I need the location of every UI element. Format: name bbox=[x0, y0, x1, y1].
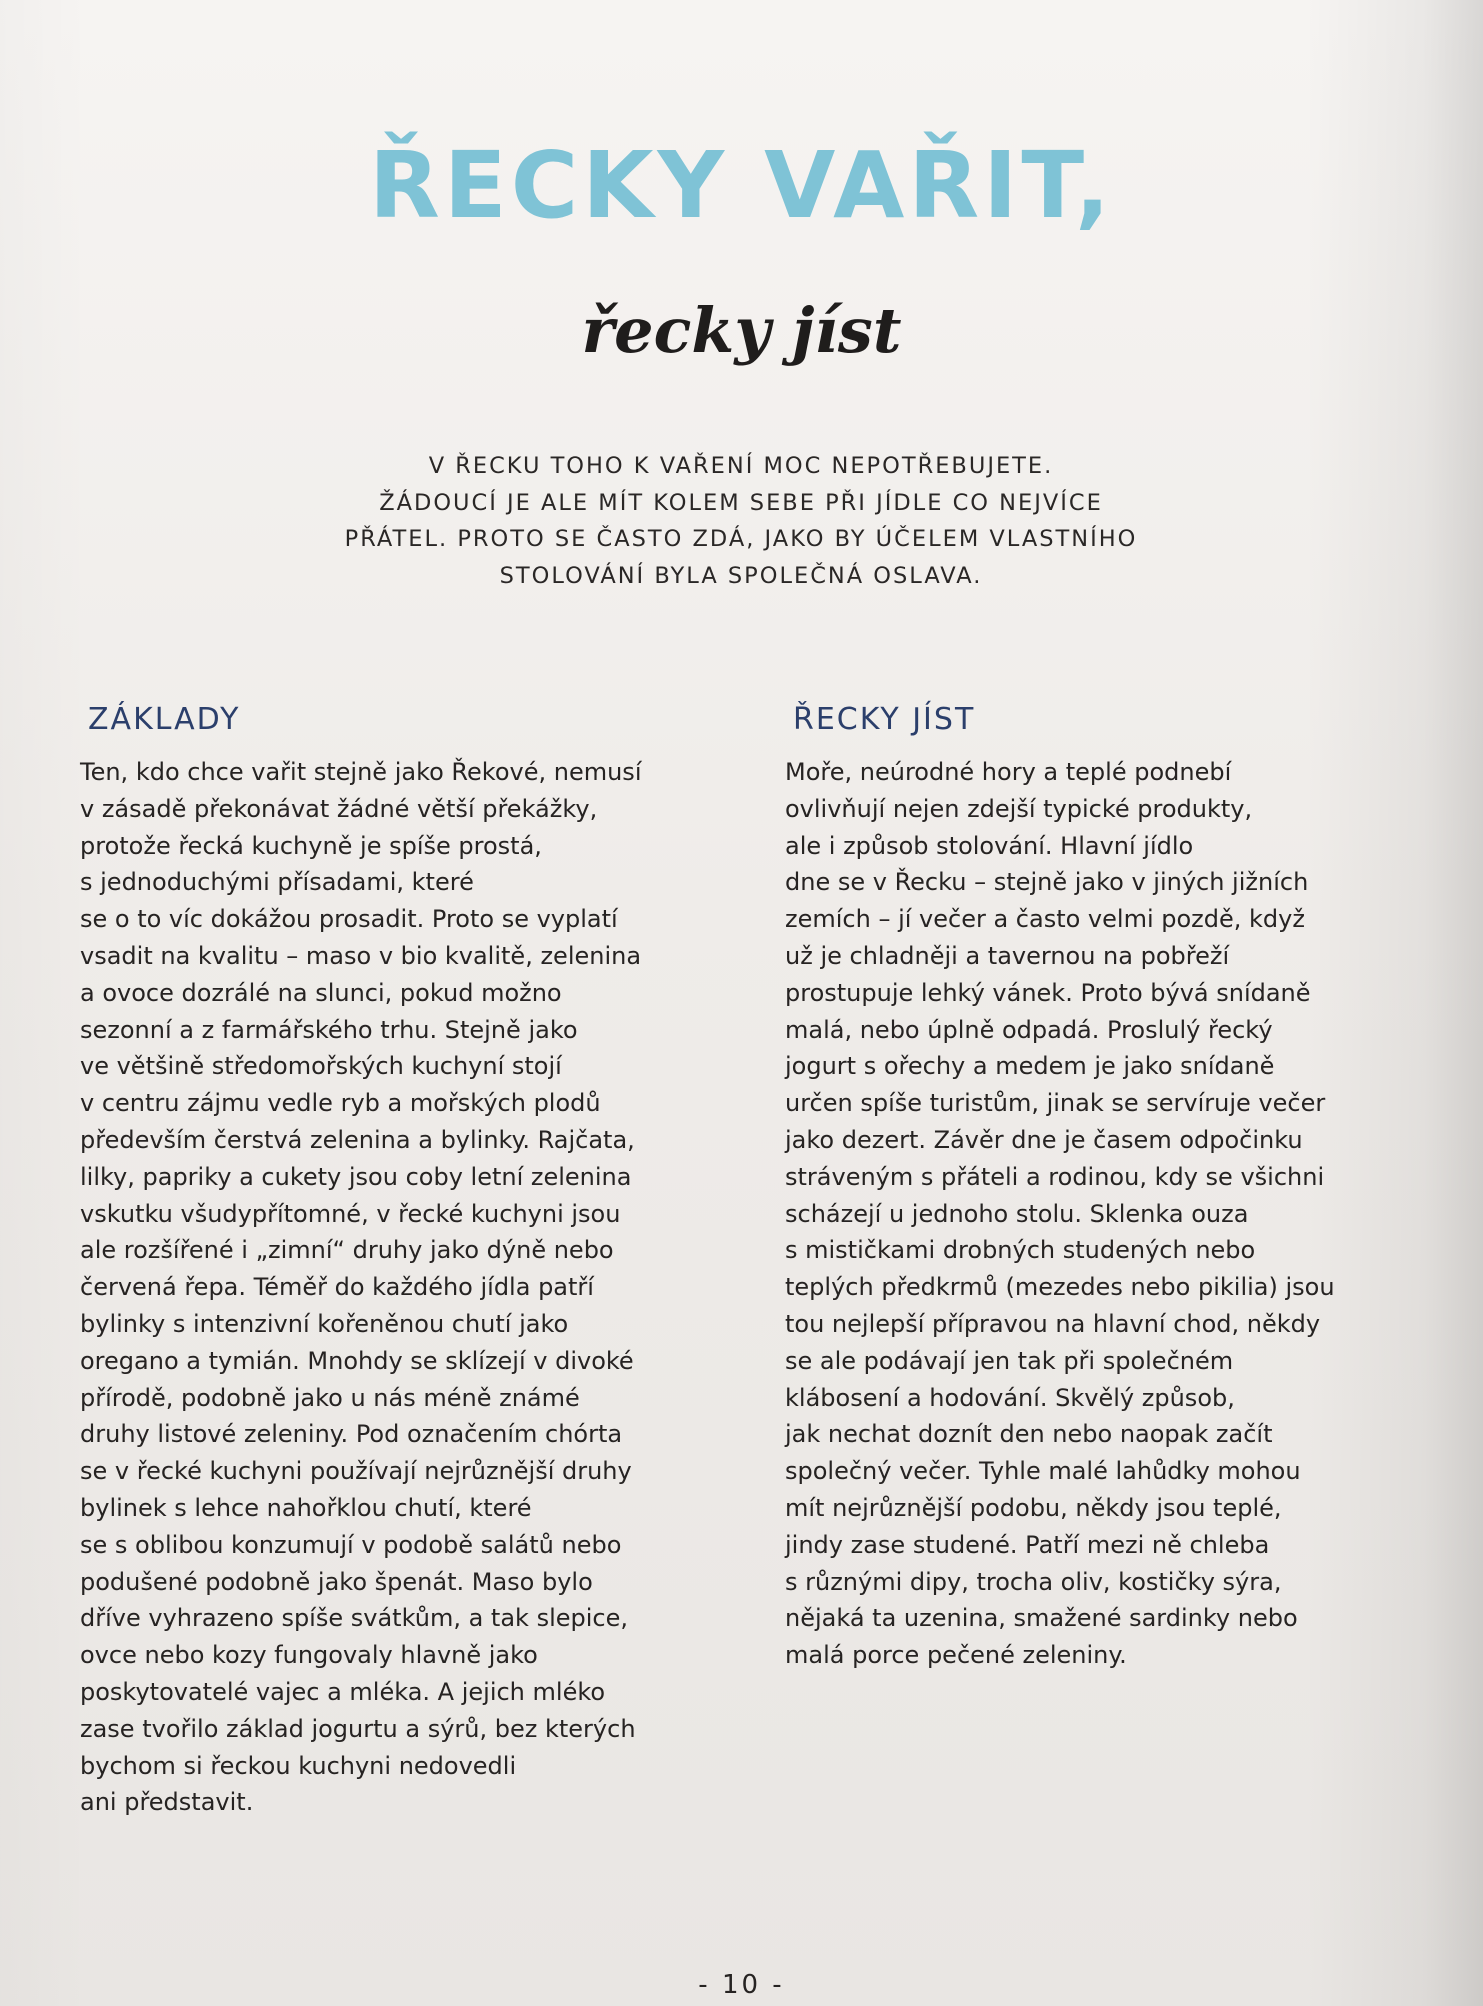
text-line: se ale podávají jen tak při společném bbox=[785, 1346, 1234, 1375]
intro-line: V ŘECKU TOHO K VAŘENÍ MOC NEPOTŘEBUJETE. bbox=[428, 453, 1054, 479]
text-line: mít nejrůznější podobu, někdy jsou teplé, bbox=[785, 1493, 1282, 1522]
text-line: s mističkami drobných studených nebo bbox=[785, 1236, 1256, 1265]
text-line: v zásadě překonávat žádné větší překážky, bbox=[80, 794, 598, 823]
left-column bbox=[80, 700, 720, 1821]
text-line: teplých předkrmů (mezedes nebo pikilia) jsou bbox=[785, 1273, 1335, 1302]
text-line: zase tvořilo základ jogurtu a sýrů, bez kterých bbox=[80, 1714, 636, 1743]
text-line: nějaká ta uzenina, smažené sardinky nebo bbox=[785, 1604, 1298, 1633]
text-line: poskytovatelé vajec a mléka. A jejich mléko bbox=[80, 1677, 606, 1706]
text-line: červená řepa. Téměř do každého jídla patří bbox=[80, 1273, 594, 1302]
text-line: Ten, kdo chce vařit stejně jako Řekové, nemusí bbox=[80, 758, 642, 786]
text-line: a ovoce dozrálé na slunci, pokud možno bbox=[80, 978, 562, 1007]
text-line: bylinek s lehce nahořklou chutí, které bbox=[80, 1493, 532, 1522]
page-subtitle: řecky jíst bbox=[581, 294, 902, 367]
intro-line: PŘÁTEL. PROTO SE ČASTO ZDÁ, JAKO BY ÚČELEM VLASTNÍHO bbox=[344, 526, 1138, 552]
section-heading-zaklady: ZÁKLADY bbox=[88, 702, 241, 737]
text-line: s jednoduchými přísadami, které bbox=[80, 868, 474, 897]
text-line: tou nejlepší přípravou na hlavní chod, někdy bbox=[785, 1309, 1321, 1338]
intro-line: ŽÁDOUCÍ JE ALE MÍT KOLEM SEBE PŘI JÍDLE CO NEJVÍCE bbox=[379, 489, 1103, 516]
text-line: ovlivňují nejen zdejší typické produkty, bbox=[785, 794, 1253, 823]
text-line: především čerstvá zelenina a bylinky. Rajčata, bbox=[80, 1125, 635, 1154]
right-column bbox=[785, 700, 1425, 1674]
text-line: druhy listové zeleniny. Pod označením chórta bbox=[80, 1420, 623, 1449]
text-line: dne se v Řecku – stejně jako v jiných jižních bbox=[785, 868, 1309, 897]
text-line: se s oblibou konzumují v podobě salátů nebo bbox=[80, 1530, 622, 1559]
text-line: jindy zase studené. Patří mezi ně chleba bbox=[785, 1530, 1270, 1559]
text-line: ani představit. bbox=[80, 1788, 254, 1817]
text-line: lilky, papriky a cukety jsou coby letní zelenina bbox=[80, 1162, 632, 1191]
text-line: bychom si řeckou kuchyni nedovedli bbox=[80, 1751, 517, 1780]
page-title: ŘECKY VAŘIT, bbox=[369, 132, 1114, 239]
text-line: zemích – jí večer a často velmi pozdě, když bbox=[785, 905, 1305, 934]
text-line: jako dezert. Závěr dne je časem odpočinku bbox=[785, 1125, 1303, 1154]
text-line: vsadit na kvalitu – maso v bio kvalitě, zelenina bbox=[80, 941, 642, 970]
text-line: klábosení a hodování. Skvělý způsob, bbox=[785, 1383, 1235, 1412]
text-line: podušené podobně jako špenát. Maso bylo bbox=[80, 1567, 593, 1596]
text-line: ovce nebo kozy fungovaly hlavně jako bbox=[80, 1641, 538, 1670]
section-heading-recky-jist: ŘECKY JÍST bbox=[793, 702, 976, 737]
text-line: bylinky s intenzivní kořeněnou chutí jako bbox=[80, 1309, 569, 1338]
text-line: jogurt s ořechy a medem je jako snídaně bbox=[785, 1052, 1275, 1081]
text-line: se o to víc dokážou prosadit. Proto se vyplatí bbox=[80, 905, 618, 934]
text-line: přírodě, podobně jako u nás méně známé bbox=[80, 1383, 580, 1412]
text-line: dříve vyhrazeno spíše svátkům, a tak slepice, bbox=[80, 1604, 628, 1633]
text-line: malá porce pečené zeleniny. bbox=[785, 1641, 1127, 1670]
text-line: oregano a tymián. Mnohdy se sklízejí v divoké bbox=[80, 1346, 634, 1375]
intro-paragraph bbox=[241, 448, 1241, 594]
text-line: se v řecké kuchyni používají nejrůznější druhy bbox=[80, 1457, 632, 1486]
text-line: stráveným s přáteli a rodinou, kdy se všichni bbox=[785, 1162, 1325, 1191]
text-line: ale rozšířené i „zimní“ druhy jako dýně nebo bbox=[80, 1236, 614, 1265]
text-line: s různými dipy, trocha oliv, kostičky sýra, bbox=[785, 1567, 1282, 1596]
text-line: určen spíše turistům, jinak se servíruje večer bbox=[785, 1089, 1326, 1118]
text-line: malá, nebo úplně odpadá. Proslulý řecký bbox=[785, 1015, 1273, 1044]
text-line: vskutku všudypřítomné, v řecké kuchyni jsou bbox=[80, 1199, 621, 1228]
text-line: Moře, neúrodné hory a teplé podnebí bbox=[785, 758, 1232, 786]
text-line: protože řecká kuchyně je spíše prostá, bbox=[80, 831, 542, 860]
text-line: sezonní a z farmářského trhu. Stejně jako bbox=[80, 1015, 578, 1044]
left-column-text bbox=[80, 754, 720, 1821]
page-number: - 10 - bbox=[698, 1970, 785, 2000]
text-line: prostupuje lehký vánek. Proto bývá snídaně bbox=[785, 978, 1311, 1007]
text-line: společný večer. Tyhle malé lahůdky mohou bbox=[785, 1457, 1301, 1486]
text-line: ve většině středomořských kuchyní stojí bbox=[80, 1052, 562, 1081]
intro-line: STOLOVÁNÍ BYLA SPOLEČNÁ OSLAVA. bbox=[499, 562, 983, 589]
right-column-text bbox=[785, 754, 1425, 1674]
text-line: jak nechat doznít den nebo naopak začít bbox=[785, 1420, 1273, 1449]
text-line: ale i způsob stolování. Hlavní jídlo bbox=[785, 831, 1194, 860]
text-line: scházejí u jednoho stolu. Sklenka ouza bbox=[785, 1199, 1249, 1228]
text-line: v centru zájmu vedle ryb a mořských plodů bbox=[80, 1089, 601, 1118]
text-line: už je chladněji a tavernou na pobřeží bbox=[785, 941, 1230, 970]
